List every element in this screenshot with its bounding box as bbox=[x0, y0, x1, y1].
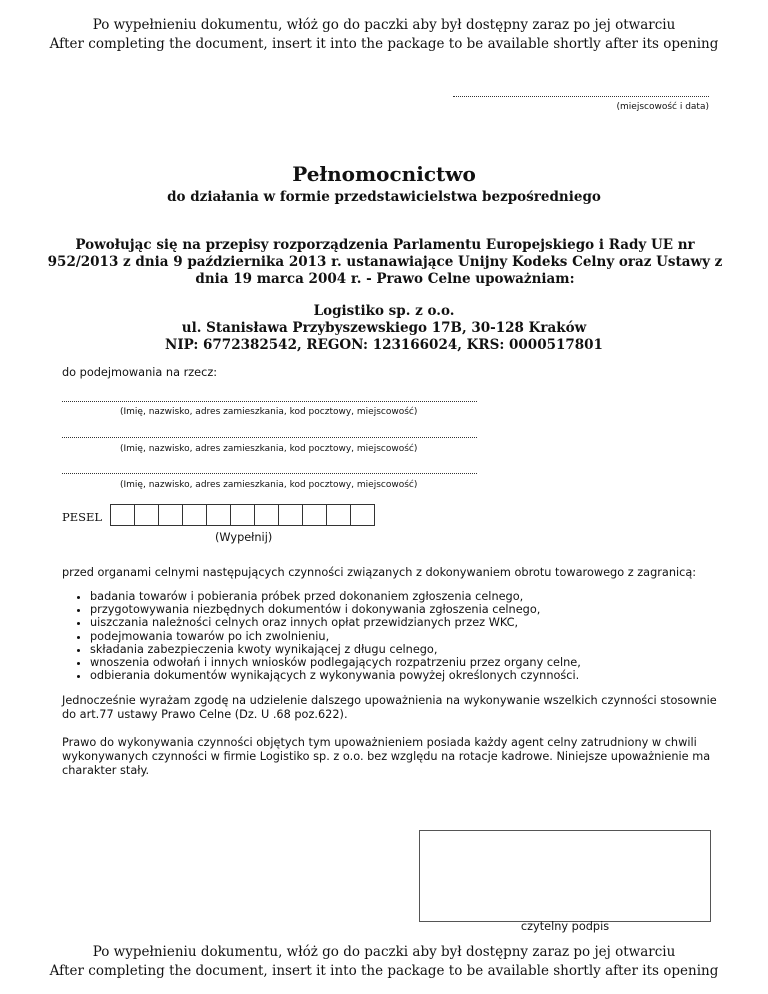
signature-caption: czytelny podpis bbox=[520, 920, 610, 933]
pesel-digit-box[interactable] bbox=[206, 504, 231, 526]
party-line-3[interactable] bbox=[62, 473, 477, 474]
party-line-1[interactable] bbox=[62, 401, 477, 402]
pesel-digit-box[interactable] bbox=[302, 504, 327, 526]
signature-box[interactable] bbox=[419, 830, 711, 922]
top-notice bbox=[0, 16, 768, 54]
scope-item: • uiszczania należności celnych oraz innych opłat przewidzianych przez WKC, bbox=[90, 616, 742, 629]
pesel-digit-box[interactable] bbox=[326, 504, 351, 526]
scope-item: • wnoszenia odwołań i innych wniosków podlegających rozpatrzeniu przez organy celne, bbox=[90, 656, 742, 669]
party-line-2[interactable] bbox=[62, 437, 477, 438]
pesel-digit-box[interactable] bbox=[230, 504, 255, 526]
scope-item: • składania zabezpieczenia kwoty wynikającej z długu celnego, bbox=[90, 643, 742, 656]
pesel-input[interactable] bbox=[110, 504, 374, 526]
pesel-digit-box[interactable] bbox=[182, 504, 207, 526]
scope-item: • przygotowywania niezbędnych dokumentów i dokonywania zgłoszenia celnego, bbox=[90, 603, 742, 616]
scope-intro: przed organami celnymi następujących czynności związanych z dokonywaniem obrotu towarowego z zagranicą: bbox=[62, 566, 697, 579]
company-block bbox=[0, 303, 768, 354]
company-address: ul. Stanisława Przybyszewskiego 17B, 30-128 Kraków bbox=[181, 320, 587, 336]
place-date-caption: (miejscowość i data) bbox=[616, 102, 709, 112]
scope-list-container bbox=[62, 590, 742, 682]
pesel-label: PESEL bbox=[62, 510, 103, 524]
company-name: Logistiko sp. z o.o. bbox=[313, 303, 455, 319]
party-caption-3: (Imię, nazwisko, adres zamieszkania, kod pocztowy, miejscowość) bbox=[120, 480, 418, 490]
notice-en: After completing the document, insert it into the package to be available shortly after its opening bbox=[49, 963, 719, 979]
pesel-digit-box[interactable] bbox=[254, 504, 279, 526]
pesel-digit-box[interactable] bbox=[158, 504, 183, 526]
pesel-digit-box[interactable] bbox=[350, 504, 375, 526]
pesel-digit-box[interactable] bbox=[134, 504, 159, 526]
notice-pl: Po wypełnieniu dokumentu, włóż go do paczki aby był dostępny zaraz po jej otwarciu bbox=[92, 17, 676, 33]
bottom-notice bbox=[0, 943, 768, 981]
party-caption-2: (Imię, nazwisko, adres zamieszkania, kod pocztowy, miejscowość) bbox=[120, 444, 418, 454]
legal-basis: Powołując się na przepisy rozporządzenia Parlamentu Europejskiego i Rady UE nr 952/2013 z dnia 9 października 2013 r. ustanawiające Unijny Kodeks Celny oraz Ustawy z dnia 19 marca 2004 r. - Prawo Celne upoważniam: bbox=[47, 237, 723, 287]
document-title: Pełnomocnictwo bbox=[292, 162, 476, 186]
pesel-digit-box[interactable] bbox=[110, 504, 135, 526]
place-date-line[interactable] bbox=[453, 96, 709, 97]
notice-pl: Po wypełnieniu dokumentu, włóż go do paczki aby był dostępny zaraz po jej otwarciu bbox=[92, 944, 676, 960]
pesel-digit-box[interactable] bbox=[278, 504, 303, 526]
notice-en: After completing the document, insert it into the package to be available shortly after its opening bbox=[49, 36, 719, 52]
on-behalf-label: do podejmowania na rzecz: bbox=[62, 366, 218, 379]
scope-item: • podejmowania towarów po ich zwolnieniu, bbox=[90, 630, 742, 643]
party-caption-1: (Imię, nazwisko, adres zamieszkania, kod pocztowy, miejscowość) bbox=[120, 407, 418, 417]
scope-item: • badania towarów i pobierania próbek przed dokonaniem zgłoszenia celnego, bbox=[90, 590, 742, 603]
scope-list bbox=[62, 590, 742, 682]
scope-item: • odbierania dokumentów wynikających z wykonywania powyżej określonych czynności. bbox=[90, 669, 742, 682]
company-ids: NIP: 6772382542, REGON: 123166024, KRS: 0000517801 bbox=[165, 337, 603, 353]
agents-paragraph: Prawo do wykonywania czynności objętych tym upoważnieniem posiada każdy agent celny zatrudniony w chwili wykonywanych czynności w firmie Logistiko sp. z o.o. bez względu na rotacje kadrowe. Niniejsze upoważnienie ma charakter stały. bbox=[62, 736, 711, 777]
pesel-caption: (Wypełnij) bbox=[215, 531, 273, 544]
document-subtitle: do działania w formie przedstawicielstwa bezpośredniego bbox=[167, 189, 601, 205]
consent-paragraph: Jednocześnie wyrażam zgodę na udzielenie dalszego upoważnienia na wykonywanie wszelkich czynności stosownie do art.77 ustawy Prawo Celne (Dz. U .68 poz.622). bbox=[62, 694, 717, 721]
